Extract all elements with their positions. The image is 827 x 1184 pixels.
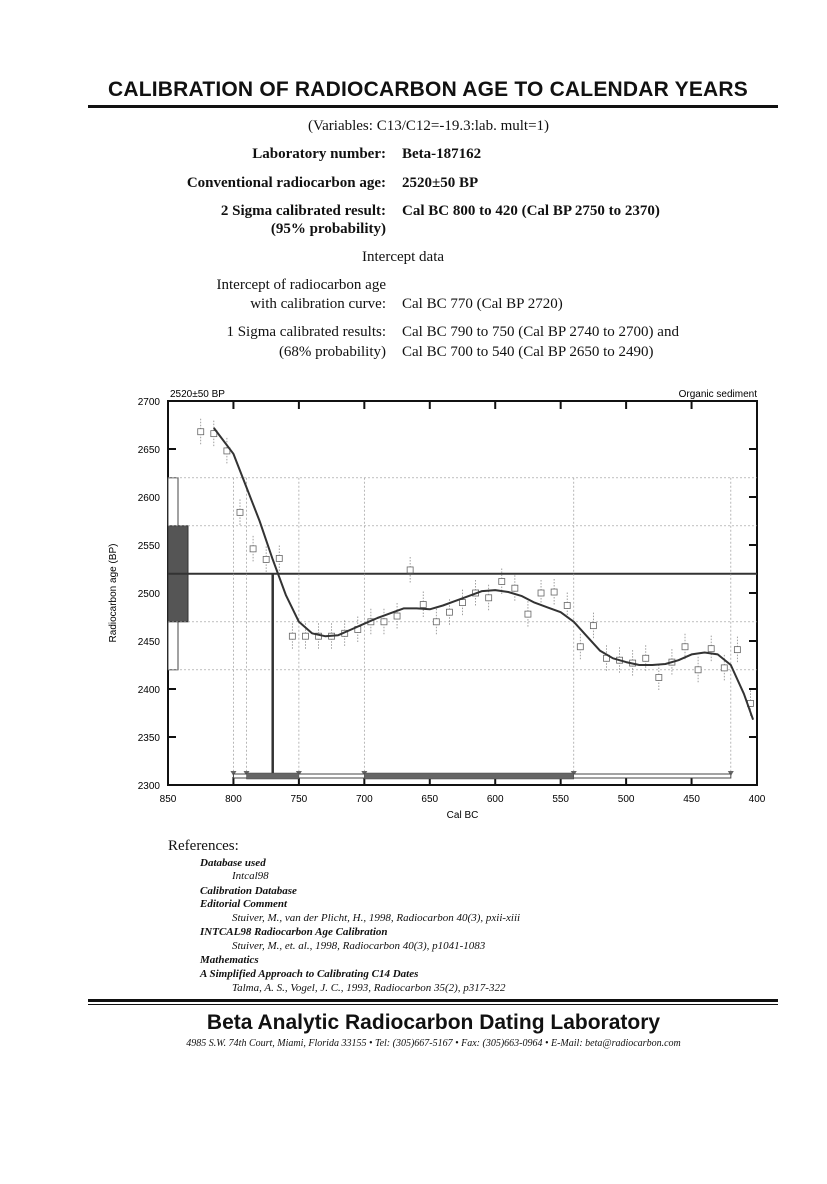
references-heading: References: (168, 838, 239, 854)
ref-stuiver-1998b: Stuiver, M., et. al., 1998, Radiocarbon 40(3), p1041-1083 (232, 940, 486, 952)
corner-label-right: Organic sediment (678, 389, 757, 400)
one-sigma-value-2: Cal BC 700 to 540 (Cal BP 2650 to 2490) (402, 344, 654, 360)
conv-age-label: Conventional radiocarbon age: (186, 175, 386, 191)
data-point (433, 619, 439, 625)
data-point (734, 647, 740, 653)
title-rule (88, 105, 778, 108)
y-tick-label: 2450 (137, 637, 160, 648)
y-tick-label: 2700 (137, 397, 160, 408)
lab-number-value: Beta-187162 (402, 146, 482, 162)
data-point (512, 585, 518, 591)
footer-rule-bottom (88, 1004, 778, 1005)
data-point (643, 655, 649, 661)
data-point (276, 555, 282, 561)
x-tick-label: 400 (748, 794, 766, 805)
calibration-chart (100, 380, 780, 830)
data-point (525, 611, 531, 617)
x-tick-label: 500 (617, 794, 635, 805)
data-point (682, 644, 688, 650)
data-point (289, 633, 295, 639)
data-point (420, 602, 426, 608)
data-point (590, 623, 596, 629)
one-sigma-prob: (68% probability) (278, 344, 386, 360)
corner-label-left: 2520±50 BP (170, 389, 225, 400)
data-point (564, 602, 570, 608)
data-point (460, 600, 466, 606)
data-point (695, 667, 701, 673)
data-point (302, 633, 308, 639)
data-point (538, 590, 544, 596)
y-tick-label: 2300 (137, 781, 160, 792)
conv-age-value: 2520±50 BP (402, 175, 479, 191)
data-point (250, 546, 256, 552)
two-sigma-prob: (95% probability) (270, 221, 386, 237)
intercept-value: Cal BC 770 (Cal BP 2720) (402, 296, 563, 312)
ref-intcal98-calibration: INTCAL98 Radiocarbon Age Calibration (200, 926, 388, 938)
ref-database-used: Database used (200, 857, 266, 869)
lab-name: Beta Analytic Radiocarbon Dating Laboratory (206, 1011, 661, 1034)
two-sigma-value: Cal BC 800 to 420 (Cal BP 2750 to 2370) (402, 203, 660, 219)
data-point (499, 578, 505, 584)
ref-calibration-database: Calibration Database (200, 885, 297, 897)
y-tick-label: 2500 (137, 589, 160, 600)
x-tick-label: 650 (421, 794, 439, 805)
data-point (237, 509, 243, 515)
two-sigma-label: 2 Sigma calibrated result: (220, 203, 386, 219)
intercept-label-1: Intercept of radiocarbon age (216, 277, 386, 293)
data-point (263, 556, 269, 562)
data-point (198, 429, 204, 435)
y-tick-label: 2400 (137, 685, 160, 696)
one-sigma-range-bar (364, 773, 573, 779)
x-tick-label: 600 (486, 794, 504, 805)
data-point (486, 595, 492, 601)
y-axis-label: Radiocarbon age (BP) (108, 543, 119, 643)
x-tick-label: 850 (159, 794, 177, 805)
footer-rule-top (88, 999, 778, 1002)
one-sigma-value-1: Cal BC 790 to 750 (Cal BP 2740 to 2700) and (402, 324, 679, 340)
data-point (551, 589, 557, 595)
variables-line: (Variables: C13/C12=-19.3:lab. mult=1) (307, 118, 550, 134)
x-tick-label: 700 (355, 794, 373, 805)
x-tick-label: 800 (225, 794, 242, 805)
ref-mathematics: Mathematics (200, 954, 259, 966)
data-point (381, 619, 387, 625)
one-sigma-label: 1 Sigma calibrated results: (226, 324, 386, 340)
ref-stuiver-1998a: Stuiver, M., van der Plicht, H., 1998, Radiocarbon 40(3), pxii-xiii (232, 912, 521, 924)
data-point (407, 567, 413, 573)
x-axis-label: Cal BC (446, 810, 479, 821)
y-tick-label: 2350 (137, 733, 160, 744)
data-point (721, 665, 727, 671)
x-tick-label: 750 (290, 794, 308, 805)
one-sigma-range-bar (247, 773, 299, 779)
intercept-label-2: with calibration curve: (250, 296, 386, 312)
intercept-heading: Intercept data (362, 249, 445, 265)
data-point (446, 609, 452, 615)
x-tick-label: 450 (683, 794, 700, 805)
data-point (577, 644, 583, 650)
data-point (394, 613, 400, 619)
ref-editorial-comment: Editorial Comment (200, 898, 288, 910)
y-tick-label: 2650 (137, 445, 160, 456)
data-point (656, 674, 662, 680)
ref-simplified-approach: A Simplified Approach to Calibrating C14 Dates (200, 968, 419, 980)
lab-number-label: Laboratory number: (252, 146, 386, 162)
page-title: CALIBRATION OF RADIOCARBON AGE TO CALENDAR YEARS (108, 78, 748, 101)
x-tick-label: 550 (552, 794, 570, 805)
ref-talma-1993: Talma, A. S., Vogel, J. C., 1993, Radiocarbon 35(2), p317-322 (232, 982, 506, 994)
ref-intcal98: Intcal98 (232, 870, 269, 882)
y-tick-label: 2550 (137, 541, 160, 552)
data-point (708, 646, 714, 652)
y-tick-label: 2600 (137, 493, 160, 504)
lab-address: 4985 S.W. 74th Court, Miami, Florida 33155 • Tel: (305)667-5167 • Fax: (305)663-0964 • E-Mail: beta@radiocarbon.com (186, 1038, 681, 1049)
